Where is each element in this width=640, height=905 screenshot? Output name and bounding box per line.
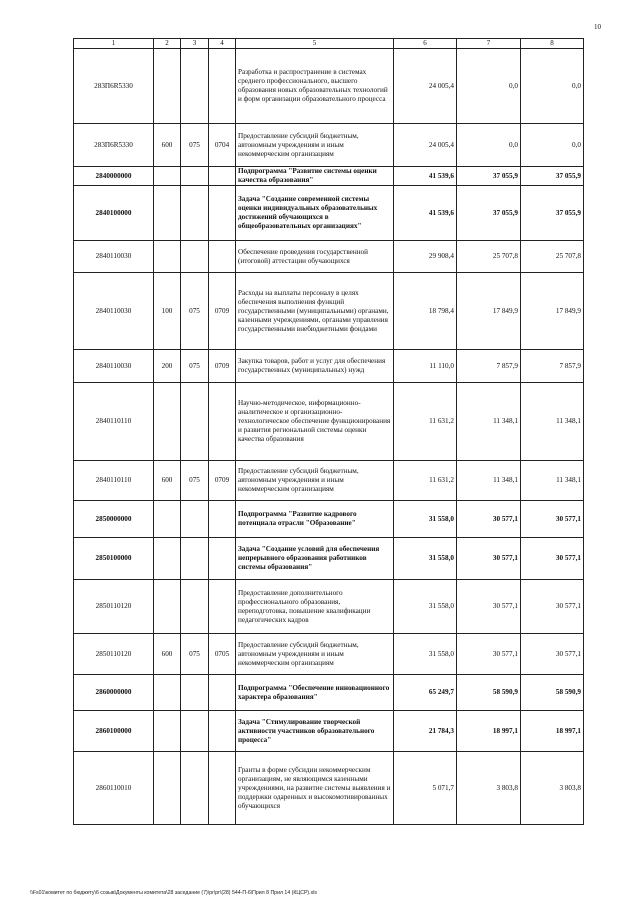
description-cell: Задача "Стимулирование творческой активности участников образовательного процесса" [236, 711, 394, 752]
amount-col8-cell: 7 857,9 [521, 350, 584, 383]
target-code-cell: 2840110030 [74, 241, 154, 273]
ministry-code-cell [181, 538, 209, 580]
section-code-cell: 0709 [209, 273, 236, 350]
ministry-code-cell [181, 501, 209, 538]
ministry-code-cell [181, 580, 209, 634]
amount-col7-cell: 30 577,1 [457, 538, 521, 580]
ministry-code-cell [181, 675, 209, 711]
amount-col6-cell: 11 631,2 [394, 461, 457, 501]
amount-col6-cell: 24 005,4 [394, 124, 457, 167]
table-row [74, 461, 584, 501]
target-code-cell: 2840110030 [74, 273, 154, 350]
ministry-code-cell [181, 383, 209, 461]
section-code-cell [209, 186, 236, 241]
expense-type-cell [154, 383, 181, 461]
table-row [74, 350, 584, 383]
ministry-code-cell: 075 [181, 273, 209, 350]
expense-type-cell: 600 [154, 124, 181, 167]
target-code-cell: 2850000000 [74, 501, 154, 538]
section-code-cell [209, 49, 236, 124]
expense-type-cell [154, 675, 181, 711]
amount-col6-cell: 11 631,2 [394, 383, 457, 461]
amount-col8-cell: 37 055,9 [521, 186, 584, 241]
amount-col7-cell: 25 707,8 [457, 241, 521, 273]
amount-col7-cell: 7 857,9 [457, 350, 521, 383]
column-header: 4 [209, 39, 236, 49]
amount-col8-cell: 37 055,9 [521, 167, 584, 186]
table-row [74, 634, 584, 675]
amount-col7-cell: 30 577,1 [457, 501, 521, 538]
section-code-cell [209, 538, 236, 580]
expense-type-cell [154, 580, 181, 634]
amount-col8-cell: 11 348,1 [521, 461, 584, 501]
amount-col6-cell: 65 249,7 [394, 675, 457, 711]
target-code-cell: 2840100000 [74, 186, 154, 241]
description-cell: Задача "Создание современной системы оценки индивидуальных образовательных достижений обучающихся в общеобразовательных организациях" [236, 186, 394, 241]
section-code-cell [209, 167, 236, 186]
ministry-code-cell: 075 [181, 350, 209, 383]
ministry-code-cell [181, 241, 209, 273]
amount-col8-cell: 17 849,9 [521, 273, 584, 350]
target-code-cell: 2850100000 [74, 538, 154, 580]
table-row [74, 273, 584, 350]
section-code-cell [209, 501, 236, 538]
amount-col8-cell: 30 577,1 [521, 580, 584, 634]
target-code-cell: 2840110030 [74, 350, 154, 383]
amount-col8-cell: 11 348,1 [521, 383, 584, 461]
amount-col6-cell: 31 558,0 [394, 580, 457, 634]
expense-type-cell: 600 [154, 461, 181, 501]
description-cell: Предоставление дополнительного профессионального образования, переподготовка, повышение квалификации педагогических кадров [236, 580, 394, 634]
ministry-code-cell [181, 167, 209, 186]
target-code-cell: 283П6R5330 [74, 49, 154, 124]
description-cell: Подпрограмма "Развитие кадрового потенциала отрасли "Образование" [236, 501, 394, 538]
expense-type-cell: 600 [154, 634, 181, 675]
amount-col7-cell: 30 577,1 [457, 580, 521, 634]
description-cell: Разработка и распространение в системах среднего профессионального, высшего образования новых образовательных технологий и форм организации образовательного процесса [236, 49, 394, 124]
column-header: 5 [236, 39, 394, 49]
expense-type-cell [154, 538, 181, 580]
ministry-code-cell: 075 [181, 124, 209, 167]
amount-col8-cell: 30 577,1 [521, 538, 584, 580]
section-code-cell [209, 383, 236, 461]
table-row [74, 383, 584, 461]
description-cell: Задача "Создание условий для обеспечения непрерывного образования работников системы образования" [236, 538, 394, 580]
amount-col6-cell: 24 005,4 [394, 49, 457, 124]
amount-col7-cell: 11 348,1 [457, 461, 521, 501]
table-row [74, 501, 584, 538]
expense-type-cell [154, 241, 181, 273]
section-code-cell [209, 711, 236, 752]
amount-col6-cell: 5 071,7 [394, 752, 457, 825]
description-cell: Предоставление субсидий бюджетным, автономным учреждениям и иным некоммерческим организациям [236, 124, 394, 167]
amount-col7-cell: 18 997,1 [457, 711, 521, 752]
expense-type-cell: 200 [154, 350, 181, 383]
expense-type-cell [154, 186, 181, 241]
amount-col7-cell: 11 348,1 [457, 383, 521, 461]
amount-col8-cell: 30 577,1 [521, 501, 584, 538]
expense-type-cell [154, 752, 181, 825]
table-row [74, 167, 584, 186]
column-header: 1 [74, 39, 154, 49]
ministry-code-cell [181, 711, 209, 752]
amount-col8-cell: 25 707,8 [521, 241, 584, 273]
target-code-cell: 2840110110 [74, 461, 154, 501]
amount-col8-cell: 18 997,1 [521, 711, 584, 752]
target-code-cell: 2850110120 [74, 580, 154, 634]
table-row [74, 124, 584, 167]
section-code-cell [209, 580, 236, 634]
amount-col7-cell: 37 055,9 [457, 186, 521, 241]
table-row [74, 49, 584, 124]
target-code-cell: 2860000000 [74, 675, 154, 711]
amount-col6-cell: 29 908,4 [394, 241, 457, 273]
expense-type-cell: 100 [154, 273, 181, 350]
amount-col7-cell: 3 803,8 [457, 752, 521, 825]
target-code-cell: 283П6R5330 [74, 124, 154, 167]
target-code-cell: 2860100000 [74, 711, 154, 752]
amount-col8-cell: 0,0 [521, 124, 584, 167]
expense-type-cell [154, 711, 181, 752]
amount-col7-cell: 17 849,9 [457, 273, 521, 350]
amount-col8-cell: 0,0 [521, 49, 584, 124]
expense-type-cell [154, 167, 181, 186]
budget-table [73, 38, 584, 825]
amount-col8-cell: 58 590,9 [521, 675, 584, 711]
description-cell: Подпрограмма "Обеспечение инновационного характера образования" [236, 675, 394, 711]
section-code-cell [209, 675, 236, 711]
description-cell: Расходы на выплаты персоналу в целях обеспечения выполнения функций государственными (муниципальными) органами, казенными учреждениями, органами управления государственными внебюджетными фондами [236, 273, 394, 350]
target-code-cell: 2840110110 [74, 383, 154, 461]
amount-col7-cell: 0,0 [457, 124, 521, 167]
table-row [74, 580, 584, 634]
amount-col6-cell: 31 558,0 [394, 538, 457, 580]
column-header: 6 [394, 39, 457, 49]
section-code-cell: 0704 [209, 124, 236, 167]
amount-col7-cell: 0,0 [457, 49, 521, 124]
ministry-code-cell: 075 [181, 461, 209, 501]
table-row [74, 241, 584, 273]
target-code-cell: 2850110120 [74, 634, 154, 675]
description-cell: Предоставление субсидий бюджетным, автономным учреждениям и иным некоммерческим организациям [236, 461, 394, 501]
column-header: 2 [154, 39, 181, 49]
ministry-code-cell [181, 49, 209, 124]
section-code-cell [209, 752, 236, 825]
amount-col6-cell: 18 798,4 [394, 273, 457, 350]
amount-col6-cell: 41 539,6 [394, 186, 457, 241]
amount-col6-cell: 41 539,6 [394, 167, 457, 186]
amount-col8-cell: 30 577,1 [521, 634, 584, 675]
expense-type-cell [154, 501, 181, 538]
table-row [74, 538, 584, 580]
table-row [74, 186, 584, 241]
description-cell: Научно-методическое, информационно-аналитическое и организационно-технологическое обеспечение функционирования и развития региональной системы оценки качества образования [236, 383, 394, 461]
column-header: 8 [521, 39, 584, 49]
target-code-cell: 2860110010 [74, 752, 154, 825]
ministry-code-cell [181, 752, 209, 825]
table-row [74, 675, 584, 711]
amount-col6-cell: 11 110,0 [394, 350, 457, 383]
section-code-cell: 0705 [209, 634, 236, 675]
description-cell: Предоставление субсидий бюджетным, автономным учреждениям и иным некоммерческим организациям [236, 634, 394, 675]
target-code-cell: 2840000000 [74, 167, 154, 186]
amount-col7-cell: 58 590,9 [457, 675, 521, 711]
description-cell: Подпрограмма "Развитие системы оценки качества образования" [236, 167, 394, 186]
description-cell: Обеспечение проведения государственной (итоговой) аттестации обучающихся [236, 241, 394, 273]
amount-col7-cell: 37 055,9 [457, 167, 521, 186]
table-row [74, 711, 584, 752]
description-cell: Закупка товаров, работ и услуг для обеспечения государственных (муниципальных) нужд [236, 350, 394, 383]
amount-col6-cell: 31 558,0 [394, 634, 457, 675]
ministry-code-cell: 075 [181, 634, 209, 675]
amount-col8-cell: 3 803,8 [521, 752, 584, 825]
section-code-cell: 0709 [209, 461, 236, 501]
file-path-footer: \\Fs01\комитет по бюджету\6 созыв\Документы комитета\28 заседание (7)\pr\pr\(28) 544-П-6\Прил 8 Прил 14 (КЦСР).xls [30, 890, 317, 896]
column-header: 7 [457, 39, 521, 49]
column-header: 3 [181, 39, 209, 49]
table-row [74, 752, 584, 825]
amount-col7-cell: 30 577,1 [457, 634, 521, 675]
section-code-cell: 0709 [209, 350, 236, 383]
section-code-cell [209, 241, 236, 273]
ministry-code-cell [181, 186, 209, 241]
description-cell: Гранты в форме субсидии некоммерческим организациям, не являющимся казенными учреждениями, на развитие системы выявления и поддержки одаренных и высокомотивированных обучающихся [236, 752, 394, 825]
expense-type-cell [154, 49, 181, 124]
amount-col6-cell: 31 558,0 [394, 501, 457, 538]
column-header-row [74, 39, 584, 49]
page-number: 10 [594, 23, 601, 31]
amount-col6-cell: 21 784,3 [394, 711, 457, 752]
